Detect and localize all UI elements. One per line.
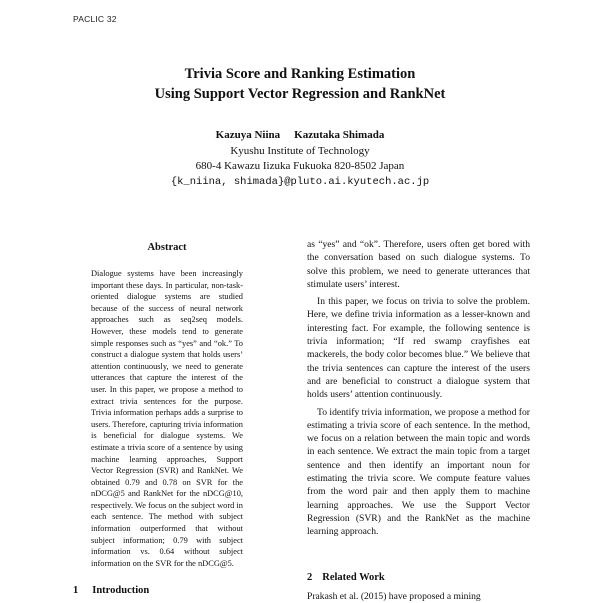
section-number: 1 (73, 585, 79, 596)
abstract-body: Dialogue systems have been increasingly important these days. In particular, non-task-oriented dialogue systems are studied because of the success of neural network approaches such as seq2seq models. However, these models tend to generate simple responses such as “yes” and “ok.” To construct a dialogue system that holds users’ attention continuously, we need to generate utterances that capture the interest of the user. In this paper, we propose a method to extract trivia sentences for the purpose. Trivia information perhaps adds a surprise to users. Therefore, capturing trivia information is beneficial for dialogue systems. We estimate a trivia score of a sentence by using machine learning approaches, Support Vector Regression (SVR) and RankNet. We obtained 0.79 and 0.78 on SVR for the nDCG@5 and RankNet for the nDCG@10, respectively. We focus on the subject word in each sentence. The method with subject information outperformed that without subject information; 0.79 with subject information vs. 0.64 without subject information on the SVR for the nDCG@5. (91, 269, 243, 568)
section-introduction-heading (73, 585, 149, 596)
section-title: Related Work (322, 572, 385, 583)
title-line-1: Trivia Score and Ranking Estimation (184, 66, 416, 82)
author-2: Kazutaka Shimada (294, 129, 385, 141)
paragraph: In this paper, we focus on trivia to solve the problem. Here, we define trivia information as a lesser-known and interesting fact. For example, the following sentence is trivia information; “If red swamp crayfishes eat mackerels, the body color becomes blue.” We believe that the trivia sentences can capture the interest of the users and are beneficial to construct a dialogue system that holds users’ attention continuously. (307, 296, 530, 401)
right-column-text (307, 238, 530, 543)
paper-title (0, 64, 600, 104)
section-title: Introduction (92, 585, 150, 596)
affiliation: Kyushu Institute of Technology (230, 144, 370, 157)
abstract-heading: Abstract (147, 242, 187, 253)
address: 680-4 Kawazu Iizuka Fukuoka 820-8502 Japan (195, 160, 405, 172)
conference-tag: PACLIC 32 (73, 14, 117, 24)
section-related-work-heading (307, 572, 385, 583)
paragraph: To identify trivia information, we propose a method for estimating a trivia score of each sentence. In the method, we focus on a relation between the main topic and words in each sentence. We extract the main topic from a target sentence and then identify an important noun for estimating the trivia score. We compute feature values from the word pair and then apply them to machine learning approaches. We use the Support Vector Regression (SVR) and the RankNet as the machine learning approach. (307, 406, 530, 538)
author-1: Kazuya Niina (215, 129, 281, 141)
section-number: 2 (307, 572, 313, 583)
title-line-2: Using Support Vector Regression and RankNet (154, 86, 446, 102)
author-block (0, 128, 600, 190)
paragraph: as “yes” and “ok”. Therefore, users often get bored with the conversation based on such dialogue systems. To solve this problem, we need to generate utterances that stimulate users’ interest. (307, 239, 530, 290)
related-work-first-line: Prakash et al. (2015) have proposed a mining (307, 591, 481, 602)
email: {k_niina, shimada}@pluto.ai.kyutech.ac.jp (170, 175, 430, 188)
author-names (0, 128, 600, 144)
